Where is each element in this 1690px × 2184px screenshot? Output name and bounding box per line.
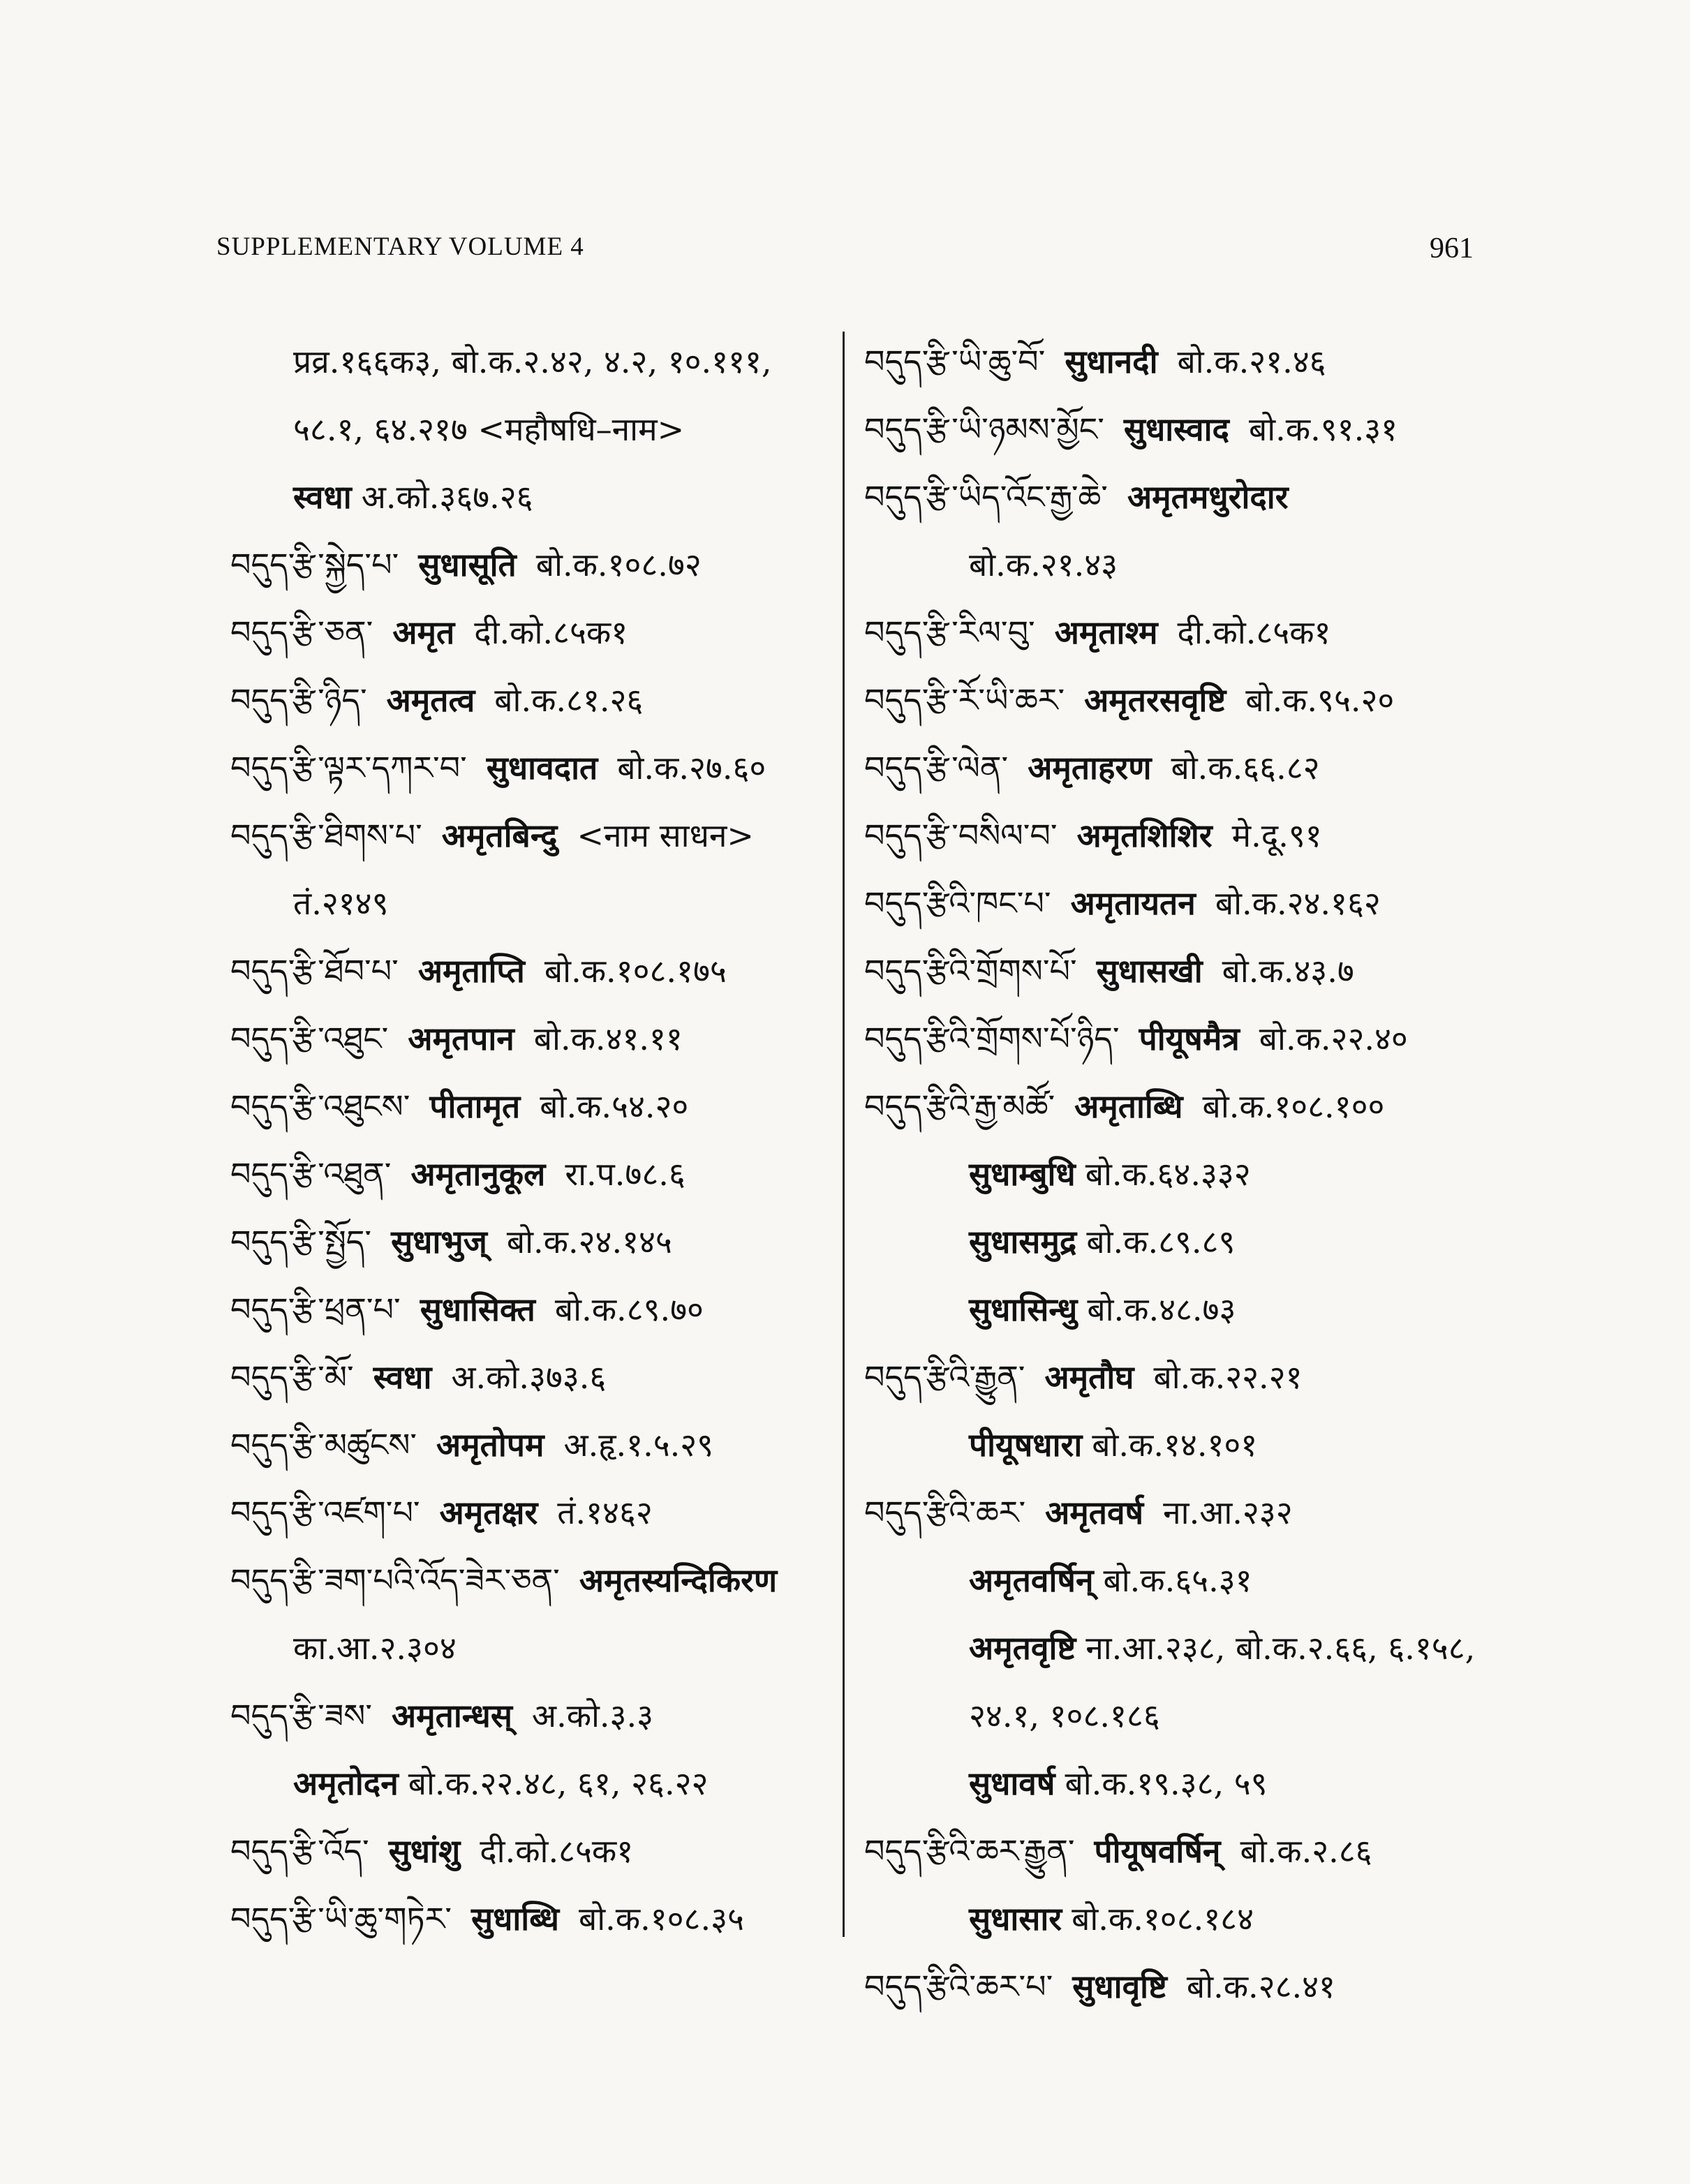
continuation-line	[230, 870, 838, 937]
dictionary-entry	[230, 531, 838, 599]
dictionary-entry	[864, 734, 1478, 802]
column-divider	[843, 332, 845, 1937]
reference-text: दी.को.८५क१	[480, 1832, 634, 1870]
sanskrit-headword: सुधाभुज्	[391, 1223, 487, 1261]
sanskrit-headword: अमृतान्धस्	[392, 1697, 512, 1734]
sanskrit-headword: अमृतक्षर	[439, 1494, 538, 1531]
sanskrit-headword: अमृताश्म	[1054, 614, 1158, 651]
tibetan-term: བདུད་རྩིའི་ཁང་པ་	[864, 884, 1051, 922]
dictionary-entry	[230, 1208, 838, 1276]
sanskrit-headword: अमृतपान	[408, 1020, 514, 1057]
dictionary-entry	[230, 1479, 838, 1547]
sanskrit-headword: पीयूषमैत्र	[1139, 1020, 1240, 1057]
dictionary-entry	[230, 1547, 838, 1614]
dictionary-entry	[230, 1276, 838, 1344]
sanskrit-headword: सुधासूति	[418, 546, 517, 584]
reference-text: बो.क.९१.३१	[1248, 410, 1398, 448]
sanskrit-headword: अमृतस्यन्दिकिरण	[579, 1561, 778, 1599]
reference-text: का.आ.२.३०४	[293, 1629, 457, 1667]
tibetan-term: བདུད་རྩི་མཚུངས་	[230, 1426, 417, 1464]
reference-text: बो.क.२.८६	[1240, 1832, 1372, 1870]
sanskrit-headword: सुधावदात	[486, 749, 598, 787]
dictionary-entry	[230, 1682, 838, 1750]
reference-text: <नाम साधन>	[577, 817, 754, 854]
reference-text: बो.क.५४.२०	[540, 1087, 689, 1125]
reference-text: बो.क.२१.४६	[1177, 343, 1326, 380]
sub-entry	[864, 1614, 1478, 1682]
dictionary-entry	[864, 1479, 1478, 1547]
reference-text: बो.क.१०८.१००	[1202, 1087, 1385, 1125]
reference-text: बो.क.२२.२१	[1153, 1358, 1303, 1396]
reference-text: बो.क.२४.१६२	[1215, 884, 1381, 922]
sanskrit-headword: सुधावर्ष	[969, 1765, 1055, 1802]
reference-text: मे.दू.९१	[1231, 817, 1322, 854]
reference-text: बो.क.८१.२६	[494, 681, 644, 719]
dictionary-entry	[230, 1818, 838, 1885]
reference-text: अ.को.३६७.२६	[361, 478, 533, 516]
sanskrit-headword: अमृतोदन	[293, 1765, 399, 1802]
dictionary-entry	[864, 802, 1478, 870]
dictionary-entry	[864, 463, 1478, 531]
sanskrit-headword: अमृत	[392, 614, 455, 651]
tibetan-term: བདུད་རྩི་ལྟར་དཀར་བ་	[230, 749, 467, 787]
sanskrit-headword: अमृताब्धि	[1074, 1087, 1183, 1125]
reference-text: दी.को.८५क१	[474, 614, 628, 651]
tibetan-term: བདུད་རྩི་འཐུང་	[230, 1020, 389, 1057]
sanskrit-headword: अमृतवृष्टि	[969, 1629, 1076, 1667]
reference-text: ५८.१, ६४.२१७ <महौषधि–नाम>	[293, 410, 685, 448]
tibetan-term: བདུད་རྩི་འཐུན་	[230, 1155, 392, 1193]
reference-text: बो.क.६५.३१	[1103, 1561, 1252, 1599]
sanskrit-headword: सुधासिक्त	[420, 1291, 535, 1328]
sanskrit-headword: सुधांशु	[388, 1832, 461, 1870]
dictionary-entry	[230, 1411, 838, 1479]
dictionary-entry	[230, 937, 838, 1005]
reference-text: बो.क.४१.११	[533, 1020, 683, 1057]
sub-entry	[864, 1411, 1478, 1479]
dictionary-entry	[864, 1818, 1478, 1885]
dictionary-entry	[230, 1005, 838, 1073]
sanskrit-headword: सुधासिन्धु	[969, 1291, 1078, 1328]
dictionary-entry	[230, 1073, 838, 1141]
right-column	[864, 328, 1478, 2021]
continuation-line	[864, 531, 1478, 599]
reference-text: तं.२१४९	[293, 884, 389, 922]
sanskrit-headword: सुधाब्धि	[471, 1900, 559, 1938]
tibetan-term: བདུད་རྩི་འཐུངས་	[230, 1087, 410, 1125]
dictionary-entry	[230, 1141, 838, 1208]
reference-text: बो.क.४८.७३	[1087, 1291, 1236, 1328]
dictionary-entry	[864, 1005, 1478, 1073]
dictionary-entry	[864, 396, 1478, 463]
tibetan-term: བདུད་རྩི་ཡི་ཉམས་མྱོང་	[864, 410, 1104, 448]
sub-entry	[864, 1750, 1478, 1818]
reference-text: तं.१४६२	[557, 1494, 653, 1531]
tibetan-term: བདུད་རྩི་ཕྲན་པ་	[230, 1291, 401, 1328]
page-header	[216, 232, 1474, 274]
tibetan-term: བདུད་རྩིའི་ཆར་པ་	[864, 1968, 1053, 2005]
running-title: SUPPLEMENTARY VOLUME 4	[216, 232, 584, 261]
sanskrit-headword: सुधावृष्टि	[1072, 1968, 1167, 2005]
reference-text: बो.क.१४.१०१	[1092, 1426, 1258, 1464]
reference-text: ना.आ.२३८, बो.क.२.६६, ६.१५८,	[1085, 1629, 1476, 1667]
reference-text: अ.को.३.३	[531, 1697, 654, 1734]
continuation-line	[230, 396, 838, 463]
dictionary-entry	[864, 870, 1478, 937]
sub-entry	[230, 463, 838, 531]
tibetan-term: བདུད་རྩི་ཐོབ་པ་	[230, 952, 399, 990]
sanskrit-headword: अमृतत्व	[386, 681, 475, 719]
reference-text: रा.प.७८.६	[565, 1155, 685, 1193]
dictionary-entry	[864, 1953, 1478, 2021]
continuation-line	[864, 1682, 1478, 1750]
continuation-line	[230, 1614, 838, 1682]
tibetan-term: བདུད་རྩི་ཟས་	[230, 1697, 372, 1734]
tibetan-term: བདུད་རྩི་ཟག་པའི་འོད་ཟེར་ཅན་	[230, 1561, 560, 1599]
sanskrit-headword: सुधासखी	[1096, 952, 1203, 990]
reference-text: बो.क.२२.४८, ६१, २६.२२	[408, 1765, 709, 1802]
tibetan-term: བདུད་རྩི་རིལ་བུ་	[864, 614, 1035, 651]
dictionary-entry	[864, 599, 1478, 667]
dictionary-entry	[230, 667, 838, 734]
tibetan-term: བདུད་རྩི་སྤྱོད་	[230, 1223, 372, 1261]
tibetan-term: བདུད་རྩི་ཡིད་འོང་རྒྱ་ཆེ་	[864, 478, 1108, 516]
tibetan-term: བདུད་རྩིའི་རྒྱ་མཚོ་	[864, 1087, 1055, 1125]
reference-text: २४.१, १०८.१८६	[969, 1697, 1160, 1734]
reference-text: अ.को.३७३.६	[451, 1358, 607, 1396]
dictionary-entry	[864, 1344, 1478, 1411]
sanskrit-headword: अमृतानुकूल	[410, 1155, 546, 1193]
tibetan-term: བདུད་རྩི་འོད་	[230, 1832, 369, 1870]
tibetan-term: བདུད་རྩི་བསིལ་བ་	[864, 817, 1058, 854]
tibetan-term: བདུད་རྩི་ཐིགས་པ་	[230, 817, 422, 854]
tibetan-term: བདུད་རྩིའི་གྲོགས་པོ་	[864, 952, 1077, 990]
sanskrit-headword: अमृताहरण	[1028, 749, 1152, 787]
dictionary-entry	[864, 937, 1478, 1005]
sub-entry	[864, 1208, 1478, 1276]
tibetan-term: བདུད་རྩིའི་ཆར་	[864, 1494, 1026, 1531]
reference-text: बो.क.२१.४३	[969, 546, 1118, 584]
sanskrit-headword: अमृतायतन	[1070, 884, 1196, 922]
sanskrit-headword: अमृतोपम	[436, 1426, 544, 1464]
sanskrit-headword: सुधासमुद्र	[969, 1223, 1077, 1261]
tibetan-term: བདུད་རྩི་ཅན་	[230, 614, 373, 651]
reference-text: बो.क.८९.८९	[1086, 1223, 1236, 1261]
reference-text: बो.क.१०८.३५	[578, 1900, 744, 1938]
dictionary-entry	[230, 1344, 838, 1411]
sanskrit-headword: अमृतौघ	[1044, 1358, 1134, 1396]
tibetan-term: བདུད་རྩི་སྐྱེད་པ་	[230, 546, 399, 584]
dictionary-entry	[864, 328, 1478, 396]
dictionary-entry	[864, 667, 1478, 734]
dictionary-entry	[230, 1885, 838, 1953]
sanskrit-headword: अमृतबिन्दु	[441, 817, 558, 854]
reference-text: बो.क.२२.४०	[1259, 1020, 1408, 1057]
reference-text: बो.क.२७.६०	[617, 749, 766, 787]
reference-text: बो.क.१०८.१७५	[544, 952, 727, 990]
dictionary-entry	[230, 599, 838, 667]
reference-text: बो.क.२८.४१	[1186, 1968, 1335, 2005]
reference-text: प्रव्र.१६६क३, बो.क.२.४२, ४.२, १०.१११,	[293, 343, 772, 380]
sanskrit-headword: स्वधा	[373, 1358, 432, 1396]
sanskrit-headword: सुधाम्बुधि	[969, 1155, 1076, 1193]
sanskrit-headword: अमृतशिशिर	[1076, 817, 1213, 854]
sanskrit-headword: अमृतरसवृष्टि	[1084, 681, 1226, 719]
reference-text: बो.क.२४.१४५	[506, 1223, 672, 1261]
reference-text: ना.आ.२३२	[1163, 1494, 1293, 1531]
reference-text: बो.क.९५.२०	[1245, 681, 1395, 719]
tibetan-term: བདུད་རྩི་ཡི་ཆུ་བོ་	[864, 343, 1046, 380]
sanskrit-headword: सुधानदी	[1065, 343, 1158, 380]
reference-text: बो.क.६४.३३२	[1085, 1155, 1251, 1193]
reference-text: बो.क.८९.७०	[554, 1291, 704, 1328]
tibetan-term: བདུད་རྩི་ལེན་	[864, 749, 1009, 787]
reference-text: बो.क.१९.३८, ५९	[1065, 1765, 1268, 1802]
tibetan-term: བདུད་རྩིའི་གྲོགས་པོ་ཉིད་	[864, 1020, 1120, 1057]
sanskrit-headword: सुधास्वाद	[1123, 410, 1229, 448]
reference-text: अ.हृ.१.५.२९	[563, 1426, 714, 1464]
sub-entry	[230, 1750, 838, 1818]
reference-text: बो.क.१०८.७२	[535, 546, 702, 584]
sanskrit-headword: पीयूषधारा	[969, 1426, 1083, 1464]
tibetan-term: བདུད་རྩི་ཉིད་	[230, 681, 367, 719]
tibetan-term: བདུད་རྩིའི་ཆར་རྒྱུན་	[864, 1832, 1075, 1870]
sanskrit-headword: अमृतमधुरोदार	[1127, 478, 1289, 516]
continuation-line	[230, 328, 838, 396]
sub-entry	[864, 1885, 1478, 1953]
tibetan-term: བདུད་རྩི་མོ་	[230, 1358, 354, 1396]
sub-entry	[864, 1276, 1478, 1344]
left-column	[230, 328, 838, 1953]
page-number: 961	[1430, 232, 1474, 265]
sanskrit-headword: अमृतवर्ष	[1045, 1494, 1144, 1531]
sub-entry	[864, 1141, 1478, 1208]
tibetan-term: བདུད་རྩི་རོ་ཡི་ཆར་	[864, 681, 1065, 719]
sanskrit-headword: अमृतवर्षिन्	[969, 1561, 1094, 1599]
reference-text: बो.क.४३.७	[1222, 952, 1354, 990]
reference-text: दी.को.८५क१	[1177, 614, 1331, 651]
sanskrit-headword: अमृताप्ति	[417, 952, 525, 990]
sanskrit-headword: सुधासार	[969, 1900, 1062, 1938]
reference-text: बो.क.६६.८२	[1171, 749, 1320, 787]
sub-entry	[864, 1547, 1478, 1614]
sanskrit-headword: स्वधा	[293, 478, 352, 516]
tibetan-term: བདུད་རྩི་ཡི་ཆུ་གཏེར་	[230, 1900, 452, 1938]
tibetan-term: བདུད་རྩི་འཛག་པ་	[230, 1494, 420, 1531]
reference-text: बो.क.१०८.१८४	[1072, 1900, 1254, 1938]
dictionary-entry	[230, 734, 838, 802]
sanskrit-headword: पीतामृत	[429, 1087, 521, 1125]
sanskrit-headword: पीयूषवर्षिन्	[1094, 1832, 1221, 1870]
dictionary-entry	[864, 1073, 1478, 1141]
dictionary-entry	[230, 802, 838, 870]
tibetan-term: བདུད་རྩིའི་རྒྱུན་	[864, 1358, 1025, 1396]
